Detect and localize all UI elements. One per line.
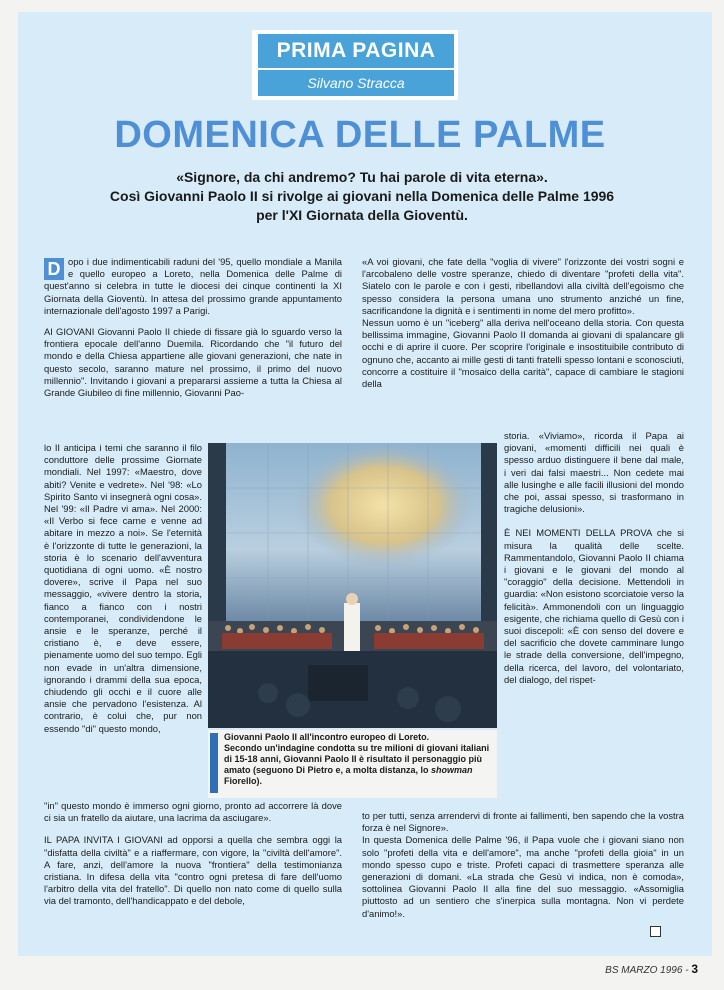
right-column-bottom [362,810,684,920]
paragraph: In questa Domenica delle Palme '96, il Papa vuole che i giovani siano non solo "profeti della vita e dell'amore", ma anche "profeti della gioia" in un mondo spesso cupo e triste. Profeti capaci di trasmettere speranza alle generazioni di domani. «La strada che Gesù vi indica, non è comoda», sottolinea Giovanni Paolo II alla fine del suo messaggio. «Assomiglia piuttosto ad un sentiero che s'inerpica sulla montagna. Non vi perdete d'animo!». [362,834,684,919]
subhead-line: per l'XI Giornata della Gioventù. [256,207,468,223]
paragraph: to per tutti, senza arrendervi di fronte ai fallimenti, ben sapendo che la vostra forza è nel Signore». [362,810,684,834]
article-subhead [100,168,624,225]
section-rubric: PRIMA PAGINA [258,34,454,68]
caption-marker [210,733,218,793]
drop-cap: D [44,258,64,280]
paragraph: "in" questo mondo è immerso ogni giorno, pronto ad accorrere là dove ci sia un fratello da aiutare, una lacrima da asciugare». [44,800,342,824]
footer-magazine: BS MARZO 1996 - [605,965,689,976]
subhead-line: Così Giovanni Paolo II si rivolge ai giovani nella Domenica delle Palme 1996 [109,188,615,204]
intro-text: opo i due indimenticabili raduni del '95, quello mondiale a Manila e quello europeo a Loreto, nella Domenica delle Palme di quest'anno si celebra in tutte le diocesi dei cinque continenti la XI Giornata della Gioventù. In attesa del prossimo grande appuntamento internazionale dell'agosto 1997 a Parigi. [44,256,342,316]
left-column-narrow [44,442,202,735]
paragraph: storia. «Viviamo», ricorda il Papa ai giovani, «momenti difficili nei quali è spesso arduo distinguere il bene dal male, i veri dai falsi maestri... Non cedete mai alle lusinghe e alle facili illusioni del mondo che poi, assai spesso, si trasformano in tragiche delusioni». [504,430,684,515]
right-column-top [362,256,684,390]
left-column-bottom [44,800,342,908]
caption-detail: Secondo un'indagine condotta su tre milioni di giovani italiani di 15-18 anni, Giovanni Paolo II è risultato il personaggio più amato (seguono Di Pietro e, a molta distanza, lo showman Fiorello). [224,743,490,786]
paragraph: «A voi giovani, che fate della "voglia di vivere" l'orizzonte dei vostri sogni e l'arcobaleno delle vostre speranze, chiedo di diventare "profeti della vita". Siatelo con le parole e con i gesti, ribellandovi alla civiltà dell'egoismo che spesso considera la persona umana uno strumento anziché un fine, sacrificandone la dignità e i sentimenti in nome del mero profitto». [362,256,684,316]
subhead-line: «Signore, da chi andremo? Tu hai parole di vita eterna». [176,169,548,185]
article-headline: DOMENICA DELLE PALME [114,114,606,156]
paragraph: Nessun uomo è un "iceberg" alla deriva nell'oceano della storia. Con questa bellissima immagine, Giovanni Paolo II domanda ai giovani di spalancare gli occhi e di aprire il cuore. Per scoprire l'originale e insostituibile contributo di ognuno che, accanto ai mille gesti di tanti fratelli spesso lontani e sconosciuti, concorre a costituire il "mosaico della carità", capace di cambiare le stagioni della [362,317,684,390]
caption-emphasis: showman [431,765,473,775]
page-footer [588,962,698,976]
caption-line: Giovanni Paolo II all'incontro europeo di Loreto. [224,732,430,742]
photo-caption [224,732,494,787]
author-byline: Silvano Stracca [258,70,454,96]
left-column-top [44,256,342,399]
right-column-narrow [504,430,684,686]
paragraph: IL PAPA INVITA I GIOVANI ad opporsi a quella che sembra oggi la "disfatta della civiltà" e a riaffermare, con vigore, la "civiltà dell'amore". A fare, anzi, dell'amore la nuova "frontiera" della testimonianza cristiana. In difesa della vita "contro ogni pretesa di fare dell'uomo l'arbitro della vita del fratello". Di quello non nato come di quello sulla via del tramonto, dell'handicappato e del debole, [44,834,342,907]
paragraph: AI GIOVANI Giovanni Paolo II chiede di fissare già lo sguardo verso la frontiera epocale dell'anno Duemila. Ricordando che "il futuro del mondo e della Chiesa appartiene alle giovani generazioni, che nate in questo secolo, saranno mature nel prossimo, il primo del nuovo millennio". Invitando i giovani a prepararsi assieme a tutta la Chiesa al Grande Giubileo di fine millennio, Giovanni Pao- [44,326,342,399]
photo-illustration [208,443,497,728]
event-photo [208,443,497,728]
page-number: 3 [691,962,698,976]
end-of-article-mark [650,926,661,937]
intro-paragraph [44,256,342,317]
paragraph: lo II anticipa i temi che saranno il filo conduttore delle prossime Giornate mondiali. Nel 1997: «Maestro, dove abiti? Venite e vedrete». Nel '98: «Lo Spirito Santo vi insegnerà ogni cosa». Nel '99: «Il Padre vi ama». Nel 2000: «Il Verbo si fece carne e venne ad abitare in mezzo a noi». Se l'eternità è l'orizzonte di tutte le generazioni, la storia è lo scenario dell'avventura quotidiana di ogni uomo. «È nostro dovere», scrive il Papa nel suo messaggio, «vivere dentro la storia, fianco a fianco con i nostri contemporanei, condividendone le ansie e le speranze, perché il cristiano è, e deve essere, pienamente uomo del suo tempo. Egli non evade in un'altra dimensione, ignorando i drammi della sua epoca, chiudendo gli occhi e il cuore alle ansie che pervadono l'esistenza. Al contrario, è colui che, pur non essendo "di" questo mondo, [44,442,202,734]
paragraph: È NEI MOMENTI DELLA PROVA che si misura la qualità delle scelte. Rammentandolo, Giovanni Paolo II chiama i giovani e le giovani del mondo al "coraggio" della decisione. Mettendoli in guardia: «Non esistono scorciatoie verso la felicità». Ammonendoli con un linguaggio esigente, che richiama quello di Gesù con i suoi discepoli: «È con senso del dovere e del sacrificio che dovete camminare lungo le strade della conversione, dell'impegno, della ricerca, del lavoro, del volontariato, del dialogo, del rispet- [504,527,684,685]
